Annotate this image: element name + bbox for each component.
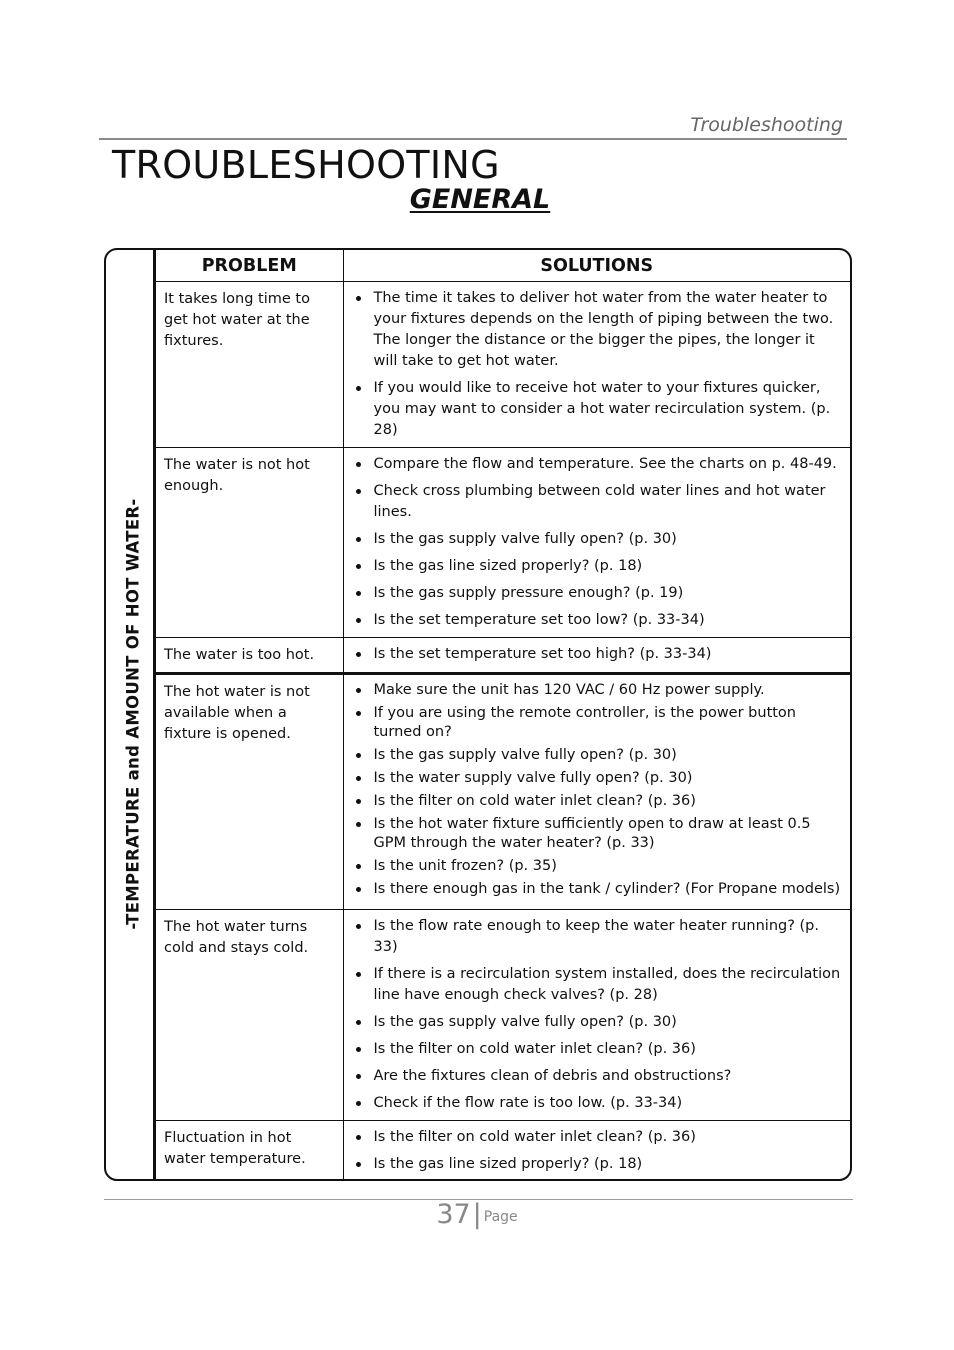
solution-item: Compare the flow and temperature. See the charts on p. 48-49. bbox=[352, 454, 843, 475]
solution-item: If you are using the remote controller, is the power button turned on? bbox=[352, 704, 843, 742]
problem-solution-grid bbox=[156, 250, 850, 1181]
solution-item: Is the filter on cold water inlet clean? (p. 36) bbox=[352, 792, 843, 811]
solution-item: Check cross plumbing between cold water lines and hot water lines. bbox=[352, 481, 843, 523]
solution-item: Is the gas supply valve fully open? (p. 30) bbox=[352, 529, 843, 550]
problem-cell: The water is too hot. bbox=[156, 638, 343, 674]
solutions-cell bbox=[343, 282, 850, 448]
header-row bbox=[156, 250, 850, 282]
solution-item: Is the gas supply pressure enough? (p. 19) bbox=[352, 583, 843, 604]
solution-item: Is the filter on cold water inlet clean? (p. 36) bbox=[352, 1127, 843, 1148]
page-separator: | bbox=[472, 1199, 482, 1230]
solution-item: Is the flow rate enough to keep the water heater running? (p. 33) bbox=[352, 916, 843, 958]
solution-item: Is the set temperature set too high? (p. 33-34) bbox=[352, 644, 843, 665]
page-number: 37 bbox=[436, 1199, 471, 1230]
table-row bbox=[156, 1121, 850, 1182]
problem-cell: The water is not hot enough. bbox=[156, 448, 343, 638]
solutions-column-header: SOLUTIONS bbox=[343, 250, 850, 282]
table-row bbox=[156, 674, 850, 910]
page-label: Page bbox=[483, 1208, 518, 1225]
solution-item: Is the hot water fixture sufficiently open to draw at least 0.5 GPM through the water heater? (p. 33) bbox=[352, 815, 843, 853]
solutions-cell bbox=[343, 674, 850, 910]
solution-item: Is the gas supply valve fully open? (p. 30) bbox=[352, 746, 843, 765]
problem-cell: Fluctuation in hot water temperature. bbox=[156, 1121, 343, 1182]
page-title: TROUBLESHOOTING bbox=[112, 143, 500, 187]
problem-cell: The hot water turns cold and stays cold. bbox=[156, 910, 343, 1121]
solution-item: Is there enough gas in the tank / cylinder? (For Propane models) bbox=[352, 880, 843, 899]
solution-item: Check if the flow rate is too low. (p. 33-34) bbox=[352, 1093, 843, 1114]
solutions-cell bbox=[343, 638, 850, 674]
solution-item: The time it takes to deliver hot water from the water heater to your fixtures depends on the length of piping between the two. The longer the distance or the bigger the pipes, the longer it will take to get hot water. bbox=[352, 288, 843, 372]
solutions-cell bbox=[343, 1121, 850, 1182]
solutions-cell bbox=[343, 910, 850, 1121]
solution-item: Is the unit frozen? (p. 35) bbox=[352, 857, 843, 876]
solution-item: Make sure the unit has 120 VAC / 60 Hz power supply. bbox=[352, 681, 843, 700]
solution-item: Is the gas line sized properly? (p. 18) bbox=[352, 1154, 843, 1175]
solution-item: Is the water supply valve fully open? (p. 30) bbox=[352, 769, 843, 788]
running-header bbox=[99, 112, 847, 140]
solution-item: Is the set temperature set too low? (p. 33-34) bbox=[352, 610, 843, 631]
solution-item: Is the filter on cold water inlet clean? (p. 36) bbox=[352, 1039, 843, 1060]
problem-cell: The hot water is not available when a fixture is opened. bbox=[156, 674, 343, 910]
table-row bbox=[156, 638, 850, 674]
solution-item: Are the fixtures clean of debris and obstructions? bbox=[352, 1066, 843, 1087]
solutions-cell bbox=[343, 448, 850, 638]
side-label-column bbox=[106, 250, 156, 1179]
table-row bbox=[156, 910, 850, 1121]
troubleshooting-table bbox=[104, 248, 852, 1181]
table-row bbox=[156, 282, 850, 448]
solution-item: If you would like to receive hot water to your fixtures quicker, you may want to consider a hot water recirculation system. (p. 28) bbox=[352, 378, 843, 441]
solution-item: If there is a recirculation system installed, does the recirculation line have enough check valves? (p. 28) bbox=[352, 964, 843, 1006]
solution-item: Is the gas supply valve fully open? (p. 30) bbox=[352, 1012, 843, 1033]
page-subtitle: GENERAL bbox=[409, 184, 551, 215]
problem-column-header: PROBLEM bbox=[156, 250, 343, 282]
page-footer bbox=[0, 1199, 954, 1230]
side-label: -TEMPERATURE and AMOUNT OF HOT WATER- bbox=[123, 498, 143, 930]
problem-cell: It takes long time to get hot water at the fixtures. bbox=[156, 282, 343, 448]
solution-item: Is the gas line sized properly? (p. 18) bbox=[352, 556, 843, 577]
table-row bbox=[156, 448, 850, 638]
running-header-title: Troubleshooting bbox=[690, 114, 843, 136]
